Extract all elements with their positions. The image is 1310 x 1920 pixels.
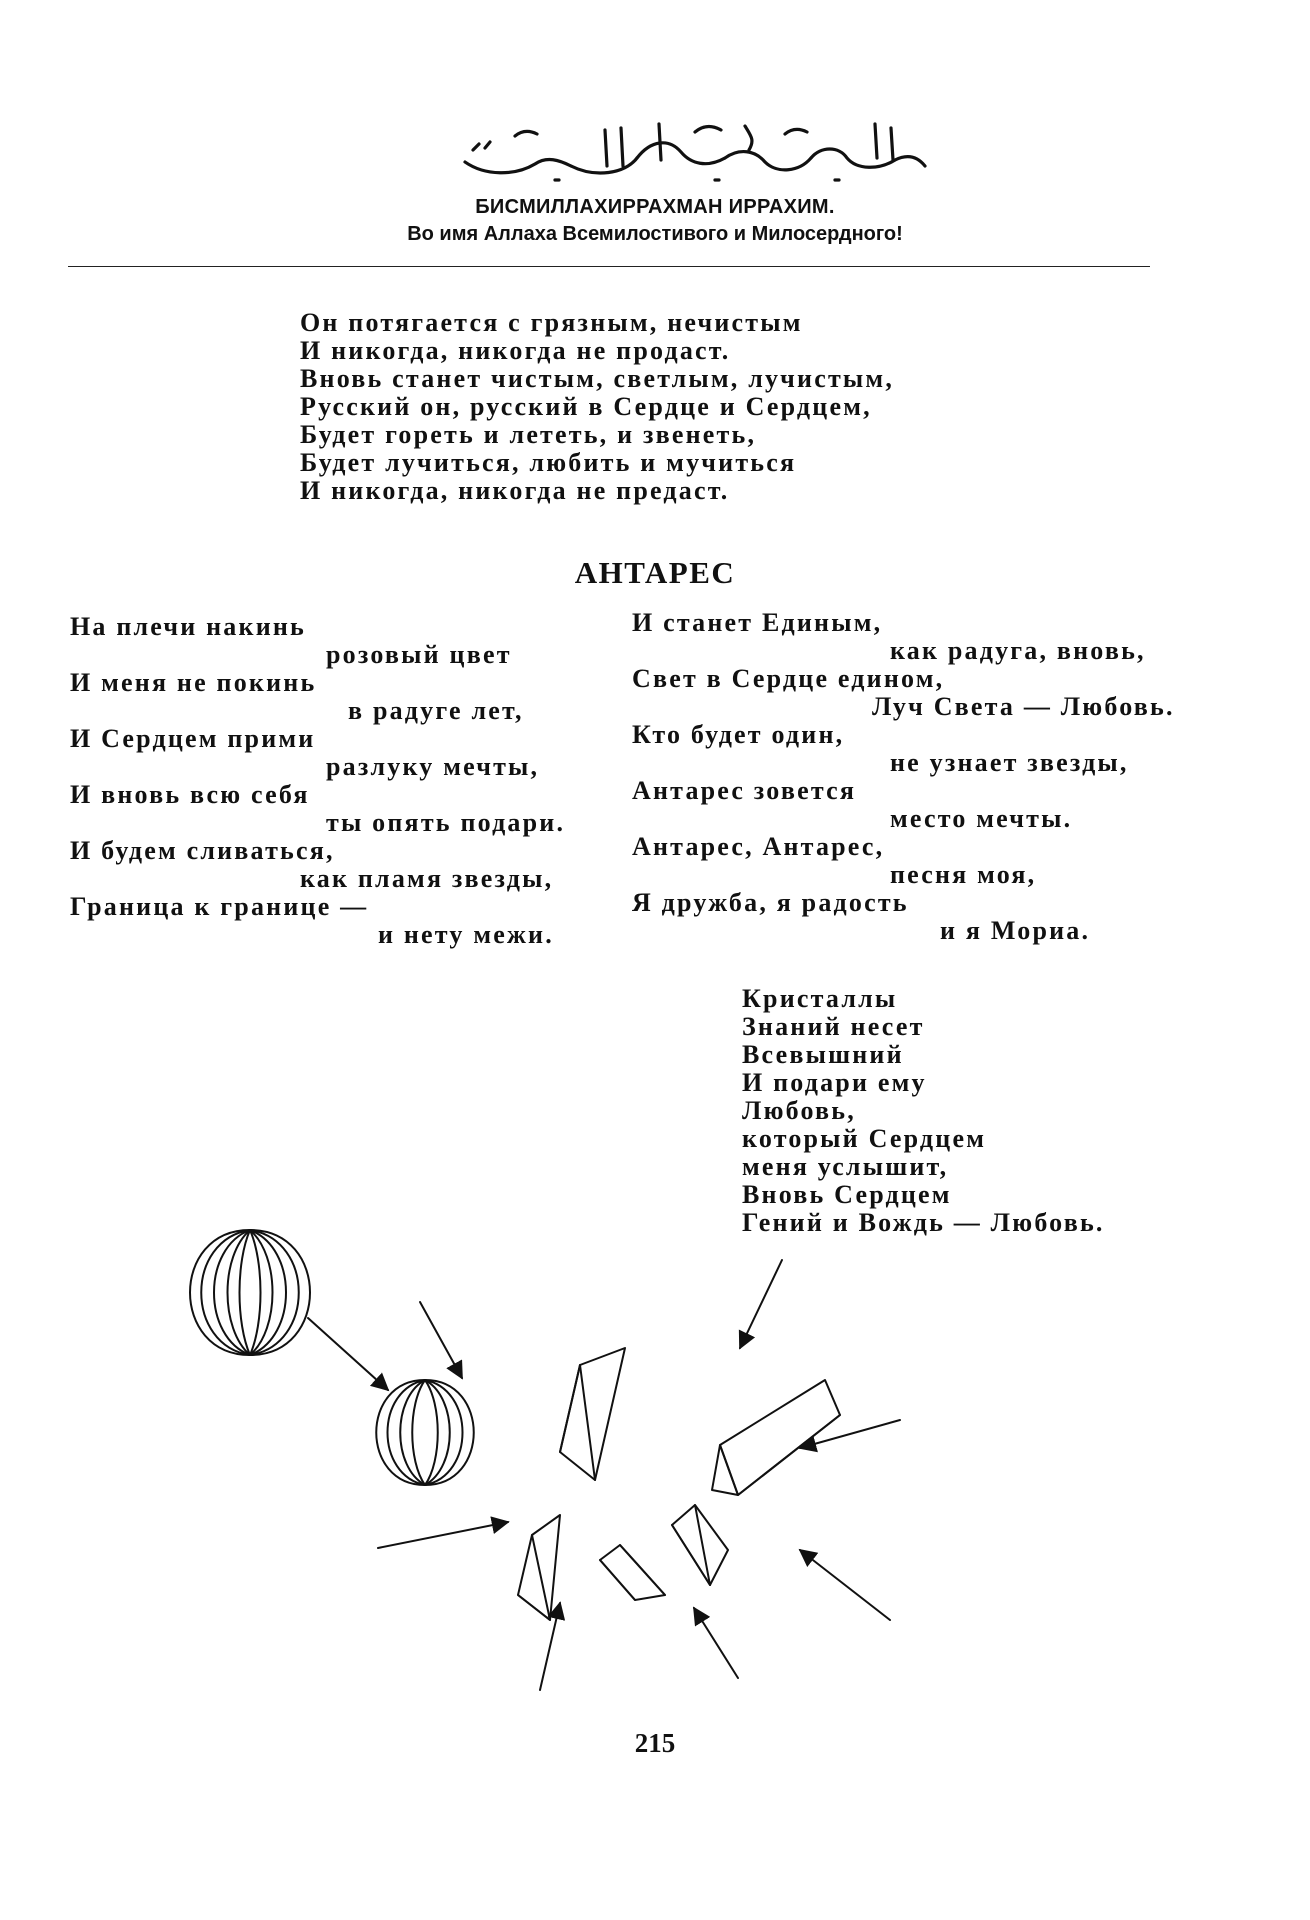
poem-line: Граница к границе — <box>70 892 369 921</box>
poem-line: Вновь станет чистым, светлым, лучистым, <box>300 364 895 393</box>
poem-line: меня услышит, <box>742 1152 949 1181</box>
poem-line: И подари ему <box>742 1068 927 1097</box>
poem-line: который Сердцем <box>742 1124 987 1153</box>
poem-line: и нету межи. <box>378 920 554 949</box>
crystal-2 <box>712 1380 840 1495</box>
poem-line: не узнает звезды, <box>890 748 1129 777</box>
header-divider <box>68 266 1150 267</box>
poem-line: Я дружба, я радость <box>632 888 909 917</box>
poem-line: ты опять подари. <box>326 808 566 837</box>
poem-line: И будем сливаться, <box>70 836 335 865</box>
field-loops-large <box>190 1230 310 1355</box>
poem-line: как пламя звезды, <box>300 864 554 893</box>
field-loops-small <box>376 1380 474 1485</box>
poem-line: Будет лучиться, любить и мучиться <box>300 448 797 477</box>
poem-line: Будет гореть и лететь, и звенеть, <box>300 420 757 449</box>
poem-line: Антарес, Антарес, <box>632 832 885 861</box>
poem-line: И меня не покинь <box>70 668 317 697</box>
poem-line: место мечты. <box>890 804 1073 833</box>
poem-line: Знаний несет <box>742 1012 925 1041</box>
poem-line: И никогда, никогда не продаст. <box>300 336 731 365</box>
poem-line: Вновь Сердцем <box>742 1180 952 1209</box>
poem-line: в радуге лет, <box>348 696 524 725</box>
poem-line: И вновь всю себя <box>70 780 310 809</box>
bismillah-calligraphy <box>455 110 935 190</box>
poem-line: песня моя, <box>890 860 1037 889</box>
poem-line: Кто будет один, <box>632 720 845 749</box>
poem-line: разлуку мечты, <box>326 752 540 781</box>
crystal-5 <box>672 1505 728 1585</box>
poem-top <box>300 309 894 505</box>
poem-line: Всевышний <box>742 1040 904 1069</box>
poem-line: розовый цвет <box>326 640 512 669</box>
crystal-4 <box>600 1545 665 1600</box>
crystal-3 <box>518 1515 560 1620</box>
poem-line: Русский он, русский в Сердце и Сердцем, <box>300 392 872 421</box>
poem-line: Свет в Сердце едином, <box>632 664 945 693</box>
poem-line: Кристаллы <box>742 984 898 1013</box>
arrows <box>308 1260 900 1690</box>
poem-line: И Сердцем прими <box>70 724 316 753</box>
header-caption-transliteration: БИСМИЛЛАХИРРАХМАН ИРРАХИМ. <box>475 196 835 218</box>
page-number: 215 <box>634 1728 676 1758</box>
poem-line: Антарес зовется <box>632 776 857 805</box>
poem-line: как радуга, вновь, <box>890 636 1146 665</box>
poem-line: На плечи накинь <box>70 612 306 641</box>
poem-line: Любовь, <box>742 1096 856 1125</box>
poem-title-antares: АНТАРЕС <box>574 555 736 590</box>
header-caption-translation: Во имя Аллаха Всемилостивого и Милосердного! <box>407 223 903 245</box>
poem-line: и я Мориа. <box>940 916 1091 945</box>
poem-line: И никогда, никогда не предаст. <box>300 476 730 505</box>
crystal-1 <box>560 1348 625 1480</box>
crystals-and-field-lines-drawing <box>160 1200 1160 1720</box>
poem-line: Он потягается с грязным, нечистым <box>300 308 803 337</box>
poem-line: Луч Света — Любовь. <box>872 692 1175 721</box>
poem-line: Гений и Вождь — Любовь. <box>742 1208 1105 1237</box>
poem-line: И станет Единым, <box>632 608 883 637</box>
